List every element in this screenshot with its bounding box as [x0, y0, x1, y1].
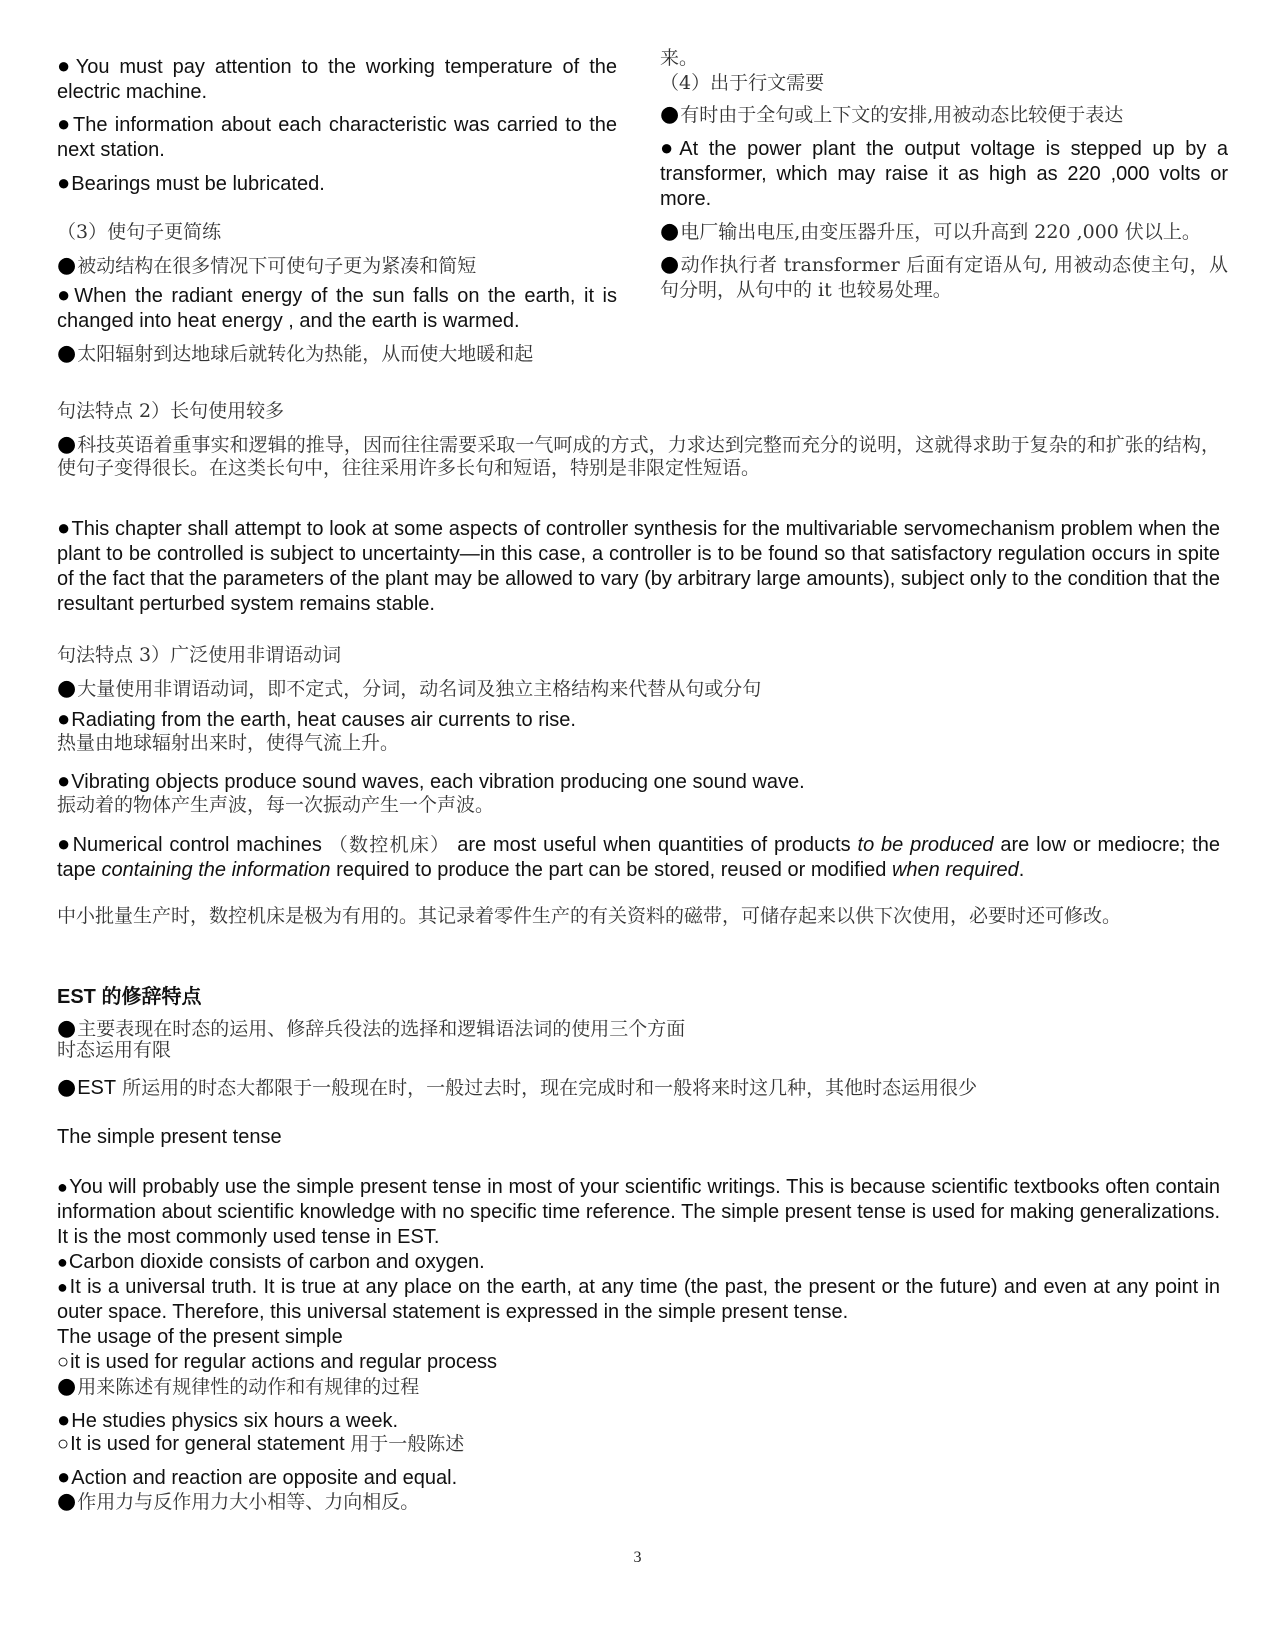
bullet-icon: ● [57, 831, 72, 856]
bullet-icon: ● [660, 135, 679, 160]
left-column [57, 53, 617, 367]
section-title: The simple present tense [57, 1126, 282, 1148]
bullet-icon: ● [57, 1407, 71, 1432]
paragraph [57, 676, 1220, 702]
paragraph [57, 1075, 1220, 1101]
paragraph [660, 102, 1228, 128]
paragraph-text: 用来陈述有规律性的动作和有规律的过程 [77, 1376, 420, 1398]
bullet-icon: ● [57, 170, 71, 195]
bullet-icon: ● [57, 515, 71, 540]
paragraph-text: This chapter shall attempt to look at some aspects of controller synthesis for the multivariable servomechanism problem when the plant to be controlled is subject to uncertainty—in this case, a controller is to be found so that satisfactory regulation occurs in spite of the fact that the parameters of the plant may be allowed to vary (by arbitrary large amounts), subject only to the condition that the resultant perturbed system remains stable. [57, 518, 1220, 615]
paragraph-text: 科技英语着重事实和逻辑的推导，因而往往需要采取一气呵成的方式，力求达到完整而充分的说明，这就得求助于复杂的和扩张的结构，使句子变得很长。在这类长句中，往往采用许多长句和短语，特别是非限定性短语。 [57, 434, 1220, 479]
paragraph-continuation: 来。 [660, 47, 699, 69]
bullet-icon: ● [57, 1489, 77, 1514]
paragraph [57, 1175, 1220, 1250]
translation: 热量由地球辐射出来时，使得气流上升。 [57, 732, 400, 754]
paragraph [57, 1350, 1220, 1375]
paragraph [57, 433, 1220, 480]
hollow-bullet-icon: ○ [57, 1433, 70, 1455]
paragraph [57, 282, 617, 334]
paragraph-text: 主要表现在时态的运用、修辞兵役法的选择和逻辑语法词的使用三个方面 [77, 1018, 686, 1040]
bullet-icon: ● [57, 1374, 77, 1399]
section-heading: （3）使句子更简练 [57, 221, 222, 243]
bullet-icon: ● [57, 282, 74, 307]
text-run: required to produce the part can be stored, reused or modified [330, 859, 892, 881]
paragraph [57, 1250, 1220, 1275]
right-column [660, 46, 1228, 303]
text-run: . [1018, 859, 1025, 881]
paragraph-text: Bearings must be lubricated. [71, 173, 325, 195]
paragraph-text: Radiating from the earth, heat causes air currents to rise. [71, 709, 576, 731]
paragraph [57, 253, 617, 279]
bullet-icon: ● [57, 53, 75, 78]
text-run-italic: containing the information [101, 859, 331, 881]
paragraph-text: 动作执行者 transformer 后面有定语从句, 用被动态使主句，从句分明，从句中的 it 也较易处理。 [660, 254, 1228, 301]
paragraph-text: It is a universal truth. It is true at any place on the earth, at any time (the past, the present or the future) and even at any point in outer space. Therefore, this universal statement is expressed in the simple present tense. [57, 1276, 1221, 1323]
paragraph-text: 电厂输出电压,由变压器升压，可以升高到 220 ,000 伏以上。 [680, 221, 1201, 243]
bullet-icon: ● [57, 1464, 71, 1489]
text-run: Numerical control machines [72, 834, 329, 856]
paragraph-text: When the radiant energy of the sun falls on the earth, it is changed into heat energy , and the earth is warmed. [57, 285, 617, 332]
translation: 振动着的物体产生声波，每一次振动产生一个声波。 [57, 794, 495, 816]
bullet-icon: ● [660, 252, 680, 277]
bullet-icon: ● [57, 1177, 69, 1197]
paragraph [57, 1407, 1220, 1434]
paragraph-text: Carbon dioxide consists of carbon and oxygen. [68, 1251, 485, 1273]
paragraph [660, 252, 1228, 303]
text-run: are most useful when quantities of products [450, 834, 858, 856]
paragraph [57, 1432, 1220, 1457]
text-run-italic: when required [891, 859, 1019, 881]
bullet-icon: ● [57, 111, 73, 136]
paragraph [57, 768, 1220, 795]
section-heading: （4）出于行文需要 [660, 72, 825, 94]
bullet-icon: ● [57, 1016, 77, 1041]
paragraph-text: Vibrating objects produce sound waves, each vibration producing one sound wave. [71, 771, 805, 793]
text-run: EST [77, 1077, 117, 1099]
paragraph-text: 太阳辐射到达地球后就转化为热能，从而使大地暖和起 [77, 343, 534, 365]
paragraph-text: At the power plant the output voltage is stepped up by a transformer, which may raise it as high as 220 ,000 volts or more. [660, 138, 1228, 210]
paragraph-text: You will probably use the simple present tense in most of your scientific writings. This is because scientific textbooks often contain information about scientific knowledge with no specific time reference. The simple present tense is used for making generalizations. It is the most commonly used tense in EST. [57, 1176, 1221, 1248]
text-run-cn: 用于一般陈述 [350, 1433, 465, 1455]
paragraph-text: 有时由于全句或上下文的安排,用被动态比较便于表达 [680, 104, 1124, 126]
paragraph-text: 被动结构在很多情况下可使句子更为紧凑和简短 [77, 255, 477, 277]
paragraph-text: He studies physics six hours a week. [71, 1410, 399, 1432]
paragraph [660, 219, 1228, 245]
bullet-icon: ● [57, 1252, 68, 1272]
hollow-bullet-icon: ○ [57, 1351, 70, 1373]
section-heading: 句法特点 3）广泛使用非谓语动词 [57, 644, 342, 666]
paragraph [57, 1275, 1220, 1325]
paragraph-text: Action and reaction are opposite and equal. [71, 1467, 458, 1489]
paragraph-text: 作用力与反作用力大小相等、力向相反。 [77, 1491, 420, 1513]
paragraph [57, 706, 1220, 733]
text-run: It is used for general statement [70, 1433, 351, 1455]
paragraph [57, 111, 617, 163]
paragraph-text: 大量使用非谓语动词，即不定式，分词，动名词及独立主格结构来代替从句或分句 [77, 678, 762, 700]
translation: 中小批量生产时，数控机床是极为有用的。其记录着零件生产的有关资料的磁带，可储存起来以供下次使用，必要时还可修改。 [57, 905, 1122, 927]
paragraph-text: The information about each characteristic was carried to the next station. [57, 114, 618, 161]
subheading: 时态运用有限 [57, 1039, 172, 1061]
bullet-icon: ● [57, 1277, 69, 1297]
bullet-icon: ● [660, 219, 680, 244]
subheading: The usage of the present simple [57, 1326, 343, 1348]
bullet-icon: ● [57, 768, 71, 793]
page-number: 3 [633, 1549, 642, 1566]
bullet-icon: ● [57, 1075, 77, 1100]
paragraph [57, 1489, 1220, 1515]
text-run: are low or mediocre; the tape [57, 834, 1220, 881]
bullet-icon: ● [660, 102, 680, 127]
text-run-cn: （数控机床） [328, 834, 451, 856]
paragraph [57, 1374, 1220, 1400]
section-heading: 句法特点 2）长句使用较多 [57, 400, 285, 422]
section-heading: EST 的修辞特点 [57, 986, 202, 1008]
paragraph-text: it is used for regular actions and regular process [70, 1351, 497, 1373]
paragraph [57, 1018, 1220, 1040]
bullet-icon: ● [57, 432, 77, 457]
bullet-icon: ● [57, 341, 77, 366]
bullet-icon: ● [57, 706, 71, 731]
bullet-icon: ● [57, 676, 77, 701]
paragraph [57, 831, 1220, 883]
paragraph [57, 341, 617, 367]
text-run-cn: 所运用的时态大都限于一般现在时，一般过去时，现在完成时和一般将来时这几种，其他时态运用很少 [116, 1077, 978, 1099]
paragraph [57, 515, 1220, 617]
paragraph [57, 170, 617, 197]
paragraph [660, 135, 1228, 212]
paragraph [57, 1464, 1220, 1491]
paragraph [57, 53, 617, 105]
paragraph-text: You must pay attention to the working temperature of the electric machine. [57, 56, 617, 103]
text-run-italic: to be produced [857, 834, 994, 856]
bullet-icon: ● [57, 253, 77, 278]
